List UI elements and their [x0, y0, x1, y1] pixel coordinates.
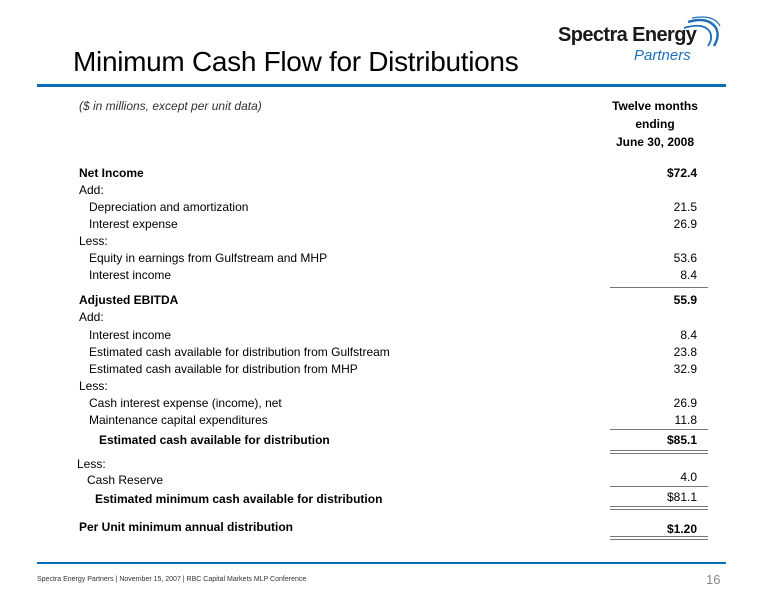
row-value: 4.0 — [680, 470, 697, 484]
subtotal-rule — [610, 486, 708, 487]
row-label: Interest expense — [89, 217, 178, 231]
logo-text-partners: Partners — [634, 47, 691, 64]
subtotal-rule — [610, 429, 708, 430]
row-label: Estimated cash available for distribution from MHP — [89, 362, 358, 376]
row-label: Estimated minimum cash available for distribution — [95, 492, 383, 506]
row-label: Cash Reserve — [87, 473, 164, 487]
footer-text: Spectra Energy Partners | November 15, 2007 | RBC Capital Markets MLP Conference — [37, 576, 307, 583]
table-row — [0, 183, 776, 200]
table-row — [0, 457, 776, 474]
logo-text-brand: Spectra Energy — [558, 24, 697, 46]
row-label: Interest income — [89, 268, 172, 282]
table-row — [0, 268, 776, 285]
table-row — [0, 217, 776, 234]
table-row — [0, 251, 776, 268]
table-row — [0, 328, 776, 345]
row-value: 23.8 — [673, 345, 697, 359]
row-label: Depreciation and amortization — [89, 200, 249, 214]
spectra-energy-partners-logo — [556, 14, 726, 70]
row-label: Estimated cash available for distribution — [99, 433, 330, 447]
footer-divider — [37, 562, 726, 564]
page-number: 16 — [706, 572, 721, 587]
row-label: Interest income — [89, 328, 172, 342]
column-header-line: ending — [635, 117, 675, 131]
total-double-rule — [610, 506, 708, 507]
row-value: 26.9 — [673, 217, 697, 231]
table-row — [0, 520, 776, 537]
header-divider — [37, 84, 726, 87]
row-label: Less: — [77, 457, 106, 471]
row-label: Estimated cash available for distribution from Gulfstream — [89, 345, 390, 359]
total-double-rule — [610, 453, 708, 454]
row-value: $81.1 — [666, 490, 697, 504]
column-header — [600, 97, 710, 151]
row-value: $1.20 — [666, 522, 697, 536]
page-title: Minimum Cash Flow for Distributions — [73, 46, 519, 77]
table-row — [0, 379, 776, 396]
row-label: Net Income — [79, 166, 144, 180]
row-label: Maintenance capital expenditures — [89, 413, 268, 427]
table-row — [0, 396, 776, 413]
row-value: 8.4 — [680, 328, 697, 342]
row-label: Per Unit minimum annual distribution — [79, 520, 294, 534]
row-value: 8.4 — [680, 268, 697, 282]
row-label: Equity in earnings from Gulfstream and MHP — [89, 251, 328, 265]
row-label: Cash interest expense (income), net — [89, 396, 282, 410]
table-row — [0, 470, 776, 490]
total-double-rule — [610, 539, 708, 540]
row-value: 21.5 — [673, 200, 697, 214]
logo-swoosh-icon — [682, 14, 724, 56]
subtotal-rule — [610, 287, 708, 288]
table-row — [0, 200, 776, 217]
row-value: 11.8 — [674, 413, 697, 427]
table-row — [0, 293, 776, 310]
table-row — [0, 413, 776, 430]
table-row — [0, 433, 776, 450]
table-row — [0, 345, 776, 362]
row-value: 32.9 — [673, 362, 697, 376]
row-label: Adjusted EBITDA — [79, 293, 179, 307]
table-row — [0, 234, 776, 251]
column-header-line: Twelve months — [612, 99, 698, 113]
row-value: 53.6 — [673, 251, 697, 265]
row-value: $72.4 — [666, 166, 697, 180]
table-row — [0, 362, 776, 379]
row-value: 55.9 — [673, 293, 697, 307]
table-row — [0, 166, 776, 183]
total-double-rule — [610, 509, 708, 510]
row-label: Add: — [79, 183, 104, 197]
unit-note: ($ in millions, except per unit data) — [79, 99, 262, 113]
row-label: Add: — [79, 310, 104, 324]
row-value: 26.9 — [673, 396, 697, 410]
table-row — [0, 310, 776, 327]
column-header-line: June 30, 2008 — [615, 135, 695, 149]
row-label: Less: — [79, 379, 108, 393]
row-label: Less: — [79, 234, 108, 248]
total-double-rule — [610, 536, 708, 537]
row-value: $85.1 — [666, 433, 697, 447]
total-double-rule — [610, 450, 708, 451]
